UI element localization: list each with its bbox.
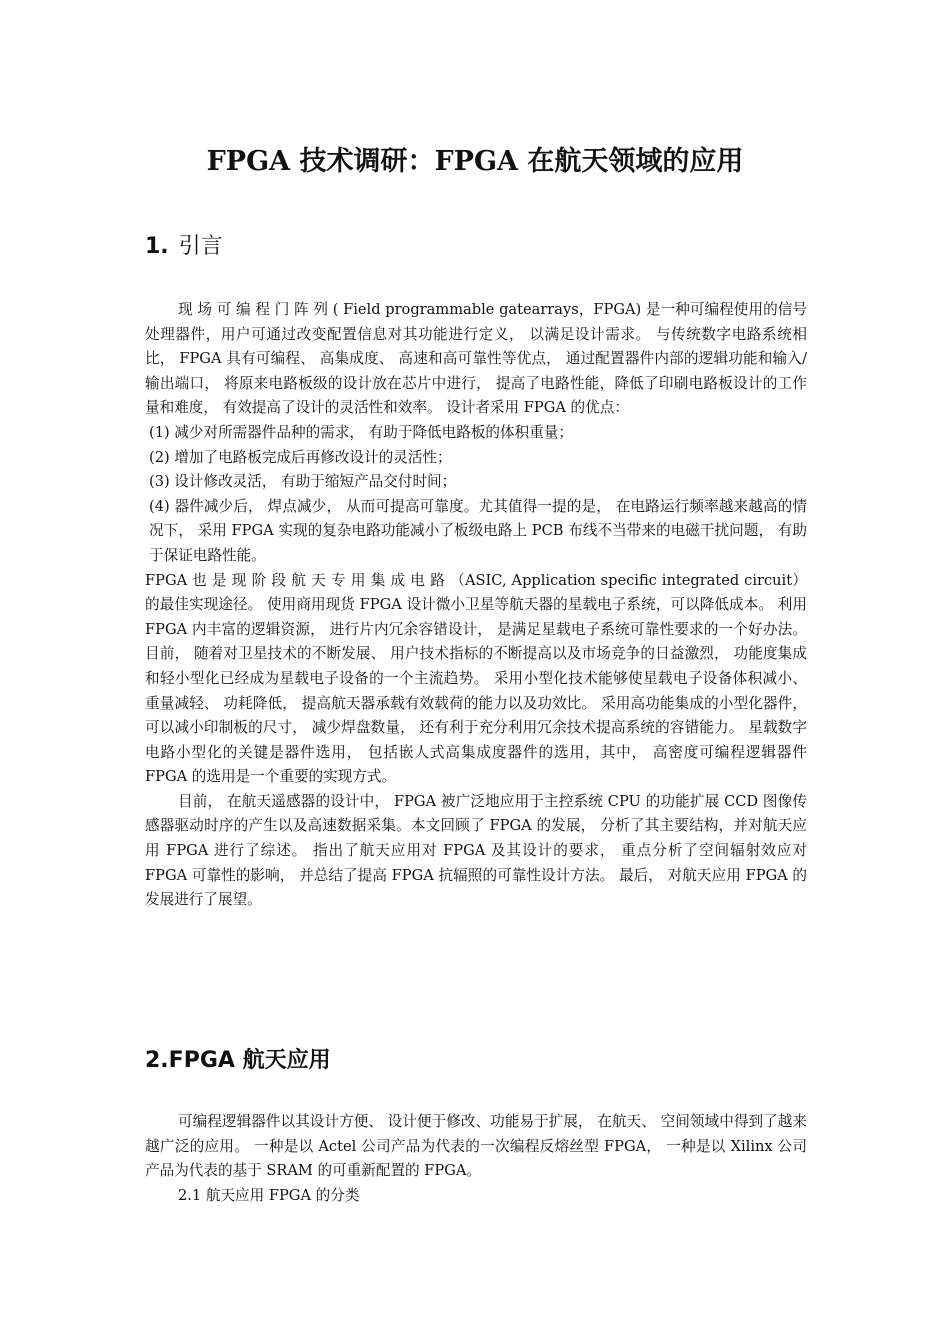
- section-1-number: 1.: [145, 234, 169, 259]
- advantage-item-4: (4) 器件减少后， 焊点减少， 从而可提高可靠度。尤其值得一提的是， 在电路运行频率越来越高的情况下， 采用 FPGA 实现的复杂电路功能减小了板级电路上 PCB 布线不当带来的电磁干扰问题， 有助于保证电路性能。: [149, 497, 807, 564]
- overview-paragraph: 目前， 在航天遥感器的设计中， FPGA 被广泛地应用于主控系统 CPU 的功能扩展 CCD 图像传感器驱动时序的产生以及高速数据采集。本文回顾了 FPGA 的发展， 分析了其主要结构，并对航天应用 FPGA 进行了综述。 指出了航天应用对 FPGA 及其设计的要求， 重点分析了空间辐射效应对 FPGA 可靠性的影响， 并总结了提高 FPGA 抗辐照的可靠性设计方法。 最后， 对航天应用 FPGA 的发展进行了展望。: [145, 792, 807, 909]
- subsection-2-1-heading: 2.1 航天应用 FPGA 的分类: [178, 1186, 360, 1204]
- section-1-body: [145, 298, 807, 913]
- document-title: FPGA 技术调研：FPGA 在航天领域的应用: [206, 146, 744, 177]
- section-2-heading: [145, 1046, 331, 1076]
- advantage-item-2: (2) 增加了电路板完成后再修改设计的灵活性；: [149, 448, 452, 466]
- advantage-item-3: (3) 设计修改灵活， 有助于缩短产品交付时间；: [149, 473, 457, 491]
- asic-paragraph: FPGA 也 是 现 阶 段 航 天 专 用 集 成 电 路 （ASIC, Application specific integrated circuit） 的最佳实现途径。 使用商用现货 FPGA 设计微小卫星等航天器的星载电子系统，可以降低成本。 利用 FPGA 内丰富的逻辑资源， 进行片内冗余容错设计， 是满足星载电子系统可靠性要求的一个好办法。目前， 随着对卫星技术的不断发展、 用户技术指标的不断提高以及市场竞争的日益激烈， 功能度集成和轻小型化已经成为星载电子设备的一个主流趋势。 采用小型化技术能够使星载电子设备体积减小、 重量减轻、 功耗降低， 提高航天器承载有效载荷的能力以及功效比。 采用高功能集成的小型化器件， 可以减小印制板的尺寸， 减少焊盘数量， 还有利于充分利用冗余技术提高系统的容错能力。 星载数字电路小型化的关键是器件选用， 包括嵌人式高集成度器件的选用，其中， 高密度可编程逻辑器件 FPGA 的选用是一个重要的实现方式。: [145, 571, 807, 786]
- advantage-item-1: (1) 减少对所需器件品种的需求， 有助于降低电路板的体积重量；: [149, 423, 573, 441]
- intro-paragraph: 现 场 可 编 程 门 阵 列 ( Field programmable gatearrays，FPGA) 是一种可编程使用的信号处理器件，用户可通过改变配置信息对其功能进行定义， 以满足设计需求。 与传统数字电路系统相比， FPGA 具有可编程、 高集成度、 高速和高可靠性等优点， 通过配置器件内部的逻辑功能和输入/输出端口， 将原来电路板级的设计放在芯片中进行， 提高了电路性能，降低了印刷电路板设计的工作量和难度， 有效提高了设计的灵活性和效率。 设计者采用 FPGA 的优点：: [145, 301, 807, 417]
- section-2-paragraph: 可编程逻辑器件以其设计方便、 设计便于修改、功能易于扩展， 在航天、 空间领域中得到了越来越广泛的应用。 一种是以 Actel 公司产品为代表的一次编程反熔丝型 FPGA， 一种是以 Xilinx 公司产品为代表的基于 SRAM 的可重新配置的 FPGA。: [145, 1113, 807, 1180]
- section-2-title: FPGA 航天应用: [168, 1048, 331, 1073]
- section-1-heading: [145, 232, 223, 262]
- section-2-number: 2.: [145, 1048, 169, 1073]
- section-1-title: 引言: [178, 234, 223, 259]
- section-2-body: [145, 1110, 807, 1208]
